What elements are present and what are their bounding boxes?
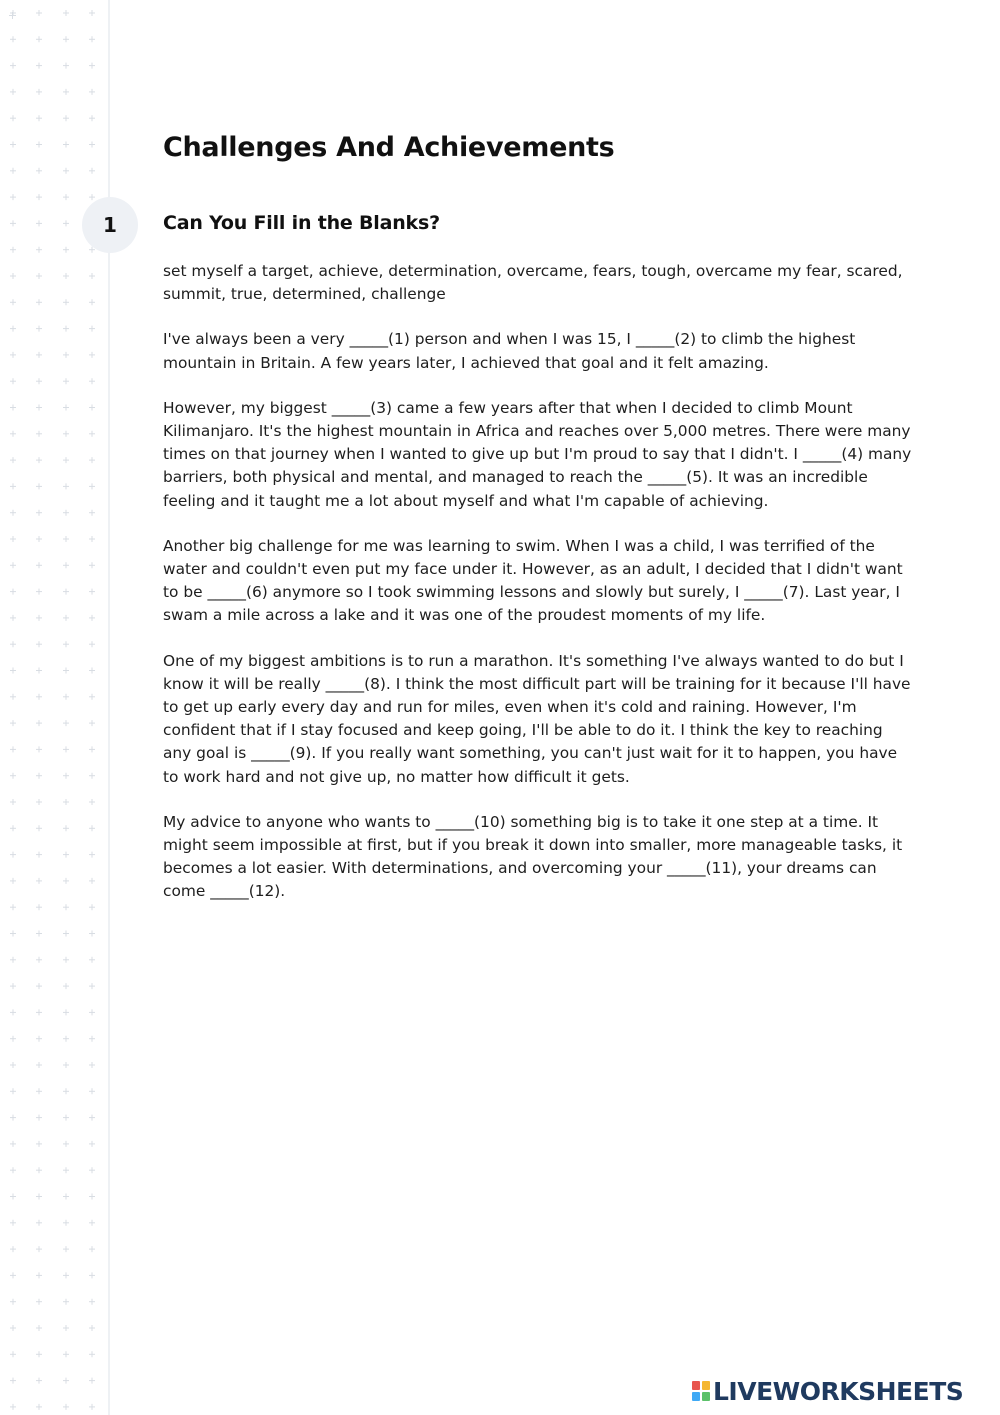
paragraph-4: One of my biggest ambitions is to run a marathon. It's something I've always wanted to do but I know it will be really _____(8). I think the most difficult part will be training for it because I'll have to get up early every day and run for miles, even when it's cold and raining. However, I'm confident that if I stay focused and keep going, I'll be able to do it. I think the key to reaching any goal is _____(9). If you really want something, you can't just wait for it to happen, you have to work hard and not give up, no matter how difficult it gets. (163, 651, 911, 786)
page-title: Challenges And Achievements (163, 132, 615, 163)
section-number-badge: 1 (82, 197, 138, 253)
exercise-body (163, 260, 915, 926)
paragraph-5: My advice to anyone who wants to _____(10) something big is to take it one step at a time. It might seem impossible at first, but if you break it down into smaller, more manageable tasks, it becomes a lot easier. With determinations, and overcoming your _____(11), your dreams can come _____(12). (163, 812, 903, 901)
section-title: Can You Fill in the Blanks? (163, 212, 440, 234)
logo-mark-icon (692, 1381, 710, 1401)
paragraph-2: However, my biggest _____(3) came a few years after that when I decided to climb Mount Kilimanjaro. It's the highest mountain in Africa and reaches over 5,000 metres. There were many times on that journey when I wanted to give up but I'm proud to say that I didn't. I _____(4) many barriers, both physical and mental, and managed to reach the _____(5). It was an incredible feeling and it taught me a lot about myself and what I'm capable of achieving. (163, 398, 912, 510)
paragraph-3: Another big challenge for me was learning to swim. When I was a child, I was terrified of the water and couldn't even put my face under it. However, as an adult, I decided that I didn't want to be _____(6) anymore so I took swimming lessons and slowly but surely, I _____(7). Last year, I swam a mile across a lake and it was one of the proudest moments of my life. (163, 536, 903, 625)
word-bank: set myself a target, achieve, determination, overcame, fears, tough, overcame my fear, scared, summit, true, determined, challenge (163, 262, 903, 304)
logo-mark-cell (692, 1381, 700, 1390)
logo-mark-cell (702, 1392, 710, 1401)
logo-mark-cell (692, 1392, 700, 1401)
logo-mark-cell (702, 1381, 710, 1390)
liveworksheets-logo[interactable] (692, 1376, 963, 1406)
logo-text: LIVEWORKSHEETS (713, 1376, 964, 1406)
paragraph-1: I've always been a very _____(1) person and when I was 15, I _____(2) to climb the highest mountain in Britain. A few years later, I achieved that goal and it felt amazing. (163, 330, 856, 372)
